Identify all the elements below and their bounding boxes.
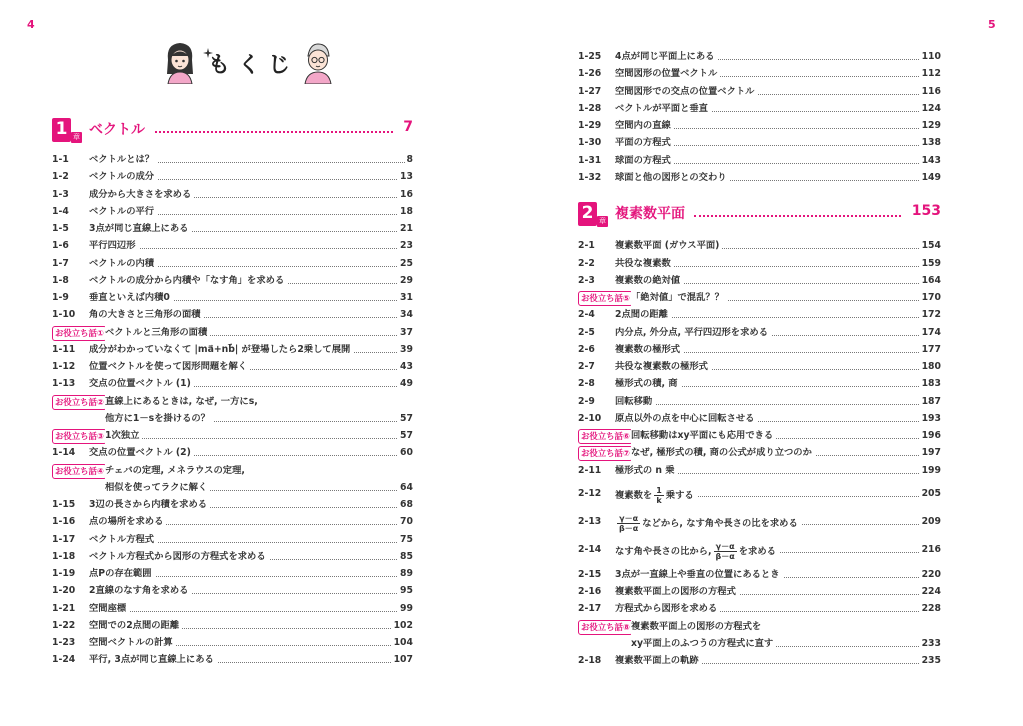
page-number-right: 5 (988, 18, 996, 31)
toc-entry-row[interactable] (578, 238, 941, 254)
entry-title: 回転移動はxy平面にも応用できる (631, 428, 776, 444)
toc-entry-row[interactable] (52, 618, 413, 634)
chapter-label: 章 (73, 133, 80, 141)
entry-page: 216 (920, 542, 941, 558)
toc-entry-row[interactable] (52, 204, 413, 220)
entry-number: 2-7 (578, 361, 595, 372)
entry-title: ベクトル方程式から図形の方程式を求める (89, 549, 269, 565)
entry-number: 1-21 (52, 602, 76, 614)
tip-badge: お役立ち話⑤ (578, 291, 633, 306)
tip-badge: お役立ち話⑥ (578, 429, 633, 444)
entry-page: 60 (398, 445, 413, 461)
entry-page: 89 (398, 566, 413, 582)
toc-entry-row[interactable] (578, 394, 941, 410)
toc-entry-row[interactable] (578, 135, 941, 151)
toc-entry-row[interactable] (52, 497, 413, 513)
entry-title: 角の大きさと三角形の面積 (89, 307, 204, 323)
toc-entry-row[interactable] (52, 445, 413, 461)
entry-title: 共役な複素数の極形式 (615, 359, 711, 375)
entry-number: 1-7 (52, 257, 69, 269)
page-title: もくじ (208, 53, 299, 78)
entry-page: 172 (920, 307, 941, 323)
toc-entry-row[interactable] (578, 101, 941, 117)
entry-page: 233 (920, 636, 941, 652)
tip-badge: お役立ち話① (52, 326, 107, 341)
entry-title-part: なす角や長さの比から, (615, 546, 712, 557)
entry-number: 1-22 (52, 619, 76, 631)
toc-tip-row[interactable] (52, 394, 413, 410)
entry-page: 149 (920, 170, 941, 186)
entry-title: 点Pの存在範囲 (89, 566, 155, 582)
entry-number: 1-28 (578, 102, 602, 114)
chapter-1-heading[interactable] (52, 116, 413, 144)
chapter-2-heading[interactable] (578, 200, 941, 228)
toc-tip-row[interactable] (52, 325, 413, 341)
toc-entry-row[interactable] (52, 583, 413, 599)
entry-page: 95 (398, 583, 413, 599)
toc-tip-row[interactable] (578, 619, 941, 635)
fraction-denominator: β－α (619, 524, 639, 533)
entry-page: 68 (398, 497, 413, 513)
toc-entry-row[interactable] (52, 238, 413, 254)
toc-title-block (160, 38, 340, 90)
fraction-numerator: γ－α (617, 514, 640, 524)
entry-number: 2-4 (578, 309, 595, 320)
entry-page: 49 (398, 376, 413, 392)
entry-number: 1-4 (52, 205, 69, 217)
entry-title: 複素数平面上の軌跡 (615, 653, 702, 669)
entry-number: 1-32 (578, 171, 602, 183)
entry-number: 2-16 (578, 586, 602, 597)
entry-title: 複素数平面上の図形の方程式を (631, 619, 764, 635)
entry-number: 1-5 (52, 223, 69, 234)
toc-entry-row[interactable] (578, 342, 941, 358)
toc-entry-row[interactable] (578, 653, 941, 669)
toc-entry-row[interactable] (52, 549, 413, 565)
entry-page: 209 (920, 514, 941, 530)
entry-page: 18 (398, 204, 413, 220)
entry-number: 1-12 (52, 361, 76, 372)
entry-page: 110 (920, 49, 941, 65)
entry-title: 空間ベクトルの計算 (89, 635, 176, 651)
entry-number: 1-8 (52, 274, 69, 286)
toc-tip-row[interactable] (578, 290, 941, 306)
boy-avatar-icon (300, 40, 336, 84)
entry-number: 2-1 (578, 240, 595, 251)
entry-number: 1-20 (52, 585, 76, 597)
toc-entry-row[interactable] (578, 49, 941, 65)
entry-title: 成分から大きさを求める (89, 187, 194, 203)
entry-page: 112 (920, 66, 941, 82)
entry-page: 23 (398, 238, 413, 254)
toc-tip-row[interactable] (578, 445, 941, 461)
tip-badge: お役立ち話② (52, 395, 107, 410)
entry-page: 116 (920, 84, 941, 100)
toc-entry-row[interactable] (578, 376, 941, 392)
entry-page: 104 (392, 635, 413, 651)
entry-title: 共役な複素数 (615, 256, 674, 272)
tip-badge: お役立ち話⑦ (578, 446, 633, 461)
entry-title: 内分点, 外分点, 平行四辺形を求める (615, 325, 771, 341)
entry-page: 57 (398, 428, 413, 444)
entry-page: 124 (920, 101, 941, 117)
entry-page: 64 (398, 480, 413, 496)
toc-entry-row[interactable] (52, 532, 413, 548)
entry-title: 球面の方程式 (615, 153, 674, 169)
entry-title: 2点間の距離 (615, 307, 671, 323)
entry-title: 複素数平面上の図形の方程式 (615, 584, 739, 600)
entry-number: 1-29 (578, 120, 602, 131)
entry-page: 196 (920, 428, 941, 444)
entry-title: 空間内の直線 (615, 118, 674, 134)
chapter-leader-dots (155, 131, 393, 133)
entry-number: 1-2 (52, 171, 69, 183)
leader-dots (89, 611, 413, 612)
entry-title (615, 486, 697, 505)
toc-entry-row[interactable] (578, 273, 941, 289)
entry-title: 平面の方程式 (615, 135, 674, 151)
entry-page: 183 (920, 376, 941, 392)
toc-entry-row[interactable] (52, 307, 413, 323)
toc-entry-row[interactable] (52, 221, 413, 237)
entry-title: 4点が同じ平面上にある (615, 49, 717, 65)
entry-number: 2-9 (578, 396, 595, 407)
entry-number: 1-9 (52, 292, 69, 303)
fraction-denominator: k (656, 496, 662, 505)
chapter-page: 153 (911, 203, 941, 219)
toc-entry-row[interactable] (578, 170, 941, 186)
toc-continuation-row[interactable] (52, 411, 413, 427)
entry-page: 39 (398, 342, 413, 358)
entry-title: ベクトルと三角形の面積 (105, 325, 210, 341)
entry-title: 3辺の長さから内積を求める (89, 497, 210, 513)
entry-number: 2-8 (578, 378, 595, 389)
fraction-denominator: β－α (715, 552, 735, 561)
leader-dots (105, 438, 413, 439)
entry-title: ベクトルが平面と垂直 (615, 101, 711, 117)
entry-title-part: を求める (738, 546, 776, 557)
entry-number: 2-6 (578, 344, 595, 355)
entry-title: ベクトルの成分 (89, 169, 157, 185)
entry-title: 成分がわかっていなくて |ma⃗+nb⃗| が登場したら2乗して展開 (89, 342, 353, 358)
entry-number: 2-5 (578, 327, 595, 338)
toc-entry-row[interactable] (578, 66, 941, 82)
chapter-leader-dots (694, 215, 901, 217)
girl-avatar-icon (162, 40, 198, 84)
entry-title: 点の場所を求める (89, 514, 166, 530)
chapter-number: 1 (52, 118, 71, 142)
entry-title: 複素数の極形式 (615, 342, 683, 358)
entry-number: 2-18 (578, 655, 602, 666)
entry-number: 1-25 (578, 51, 602, 62)
toc-entry-row[interactable] (52, 376, 413, 392)
fraction (654, 486, 664, 505)
entry-number: 1-10 (52, 309, 76, 321)
entry-number: 1-1 (52, 154, 69, 165)
entry-number: 1-14 (52, 447, 76, 459)
entry-page: 177 (920, 342, 941, 358)
entry-title: 垂直といえば内積0 (89, 290, 173, 306)
entry-number: 2-3 (578, 275, 595, 286)
entry-title: なぜ, 極形式の積, 商の公式が成り立つのか (631, 445, 815, 461)
toc-entry-row[interactable] (52, 187, 413, 203)
entry-title: ベクトルの内積 (89, 256, 157, 272)
entry-page: 57 (398, 411, 413, 427)
toc-entry-row[interactable] (578, 411, 941, 427)
toc-entry-row[interactable] (52, 342, 413, 358)
entry-page: 197 (920, 445, 941, 461)
entry-title (615, 514, 801, 533)
entry-page: 85 (398, 549, 413, 565)
entry-number: 1-17 (52, 533, 76, 545)
toc-entry-row[interactable] (52, 152, 413, 168)
entry-number: 2-12 (578, 488, 602, 499)
entry-title: ベクトルの成分から内積や「なす角」を求める (89, 273, 287, 289)
entry-number: 2-11 (578, 465, 602, 476)
entry-number: 1-31 (578, 154, 602, 166)
toc-entry-row[interactable] (578, 84, 941, 100)
toc-entry-row[interactable] (52, 273, 413, 289)
entry-page: 187 (920, 394, 941, 410)
entry-page: 29 (398, 273, 413, 289)
entry-number: 1-16 (52, 516, 76, 528)
leader-dots (615, 404, 941, 405)
toc-entry-row[interactable] (578, 307, 941, 323)
entry-page: 199 (920, 463, 941, 479)
toc-entry-row[interactable] (578, 256, 941, 272)
entry-title-part: などから, なす角や長さの比を求める (642, 518, 798, 529)
entry-page: 43 (398, 359, 413, 375)
toc-entry-row[interactable] (578, 463, 941, 479)
entry-number: 1-13 (52, 378, 76, 390)
entry-page: 180 (920, 359, 941, 375)
toc-continuation-row[interactable] (52, 480, 413, 496)
toc-entry-row[interactable] (578, 482, 941, 506)
tip-badge: お役立ち話③ (52, 429, 107, 444)
entry-title: 空間図形での交点の位置ベクトル (615, 84, 757, 100)
entry-title: 3点が一直線上や垂直の位置にあるとき (615, 567, 783, 583)
entry-page: 107 (392, 652, 413, 668)
toc-entry-row[interactable] (578, 584, 941, 600)
entry-number: 1-15 (52, 499, 76, 510)
entry-title: 「絶対値」で混乱？？ (631, 290, 727, 306)
entry-page: 75 (398, 532, 413, 548)
toc-entry-row[interactable] (578, 153, 941, 169)
toc-tip-row[interactable] (52, 463, 413, 479)
entry-page: 220 (920, 567, 941, 583)
entry-title: 相似を使ってラクに解く (105, 480, 210, 496)
entry-page: 99 (398, 601, 413, 617)
entry-title-part: 乗する (665, 490, 694, 501)
entry-title: 直線上にあるときは, なぜ, 一方にs, (105, 394, 261, 410)
toc-entry-row[interactable] (52, 290, 413, 306)
entry-page: 154 (920, 238, 941, 254)
entry-title: 原点以外の点を中心に回転させる (615, 411, 757, 427)
entry-title: 極形式の積, 商 (615, 376, 681, 392)
toc-entry-row[interactable] (578, 601, 941, 617)
toc-entry-row[interactable] (52, 256, 413, 272)
toc-entry-row[interactable] (52, 652, 413, 668)
entry-number: 1-11 (52, 343, 76, 355)
chapter-label: 章 (599, 217, 606, 225)
entry-title: チェバの定理, メネラウスの定理, (105, 463, 248, 479)
entry-title: ベクトル方程式 (89, 532, 157, 548)
entry-title: 複素数平面 (ガウス平面) (615, 238, 722, 254)
entry-title (615, 542, 779, 561)
toc-entry-row[interactable] (52, 514, 413, 530)
fraction-numerator: 1 (656, 486, 662, 495)
entry-page: 193 (920, 411, 941, 427)
entry-title: 平行, 3点が同じ直線上にある (89, 652, 217, 668)
entry-page: 70 (398, 514, 413, 530)
chapter-number: 2 (578, 202, 597, 226)
entry-page: 138 (920, 135, 941, 151)
toc-tip-row[interactable] (578, 428, 941, 444)
entry-title: 極形式の n 乗 (615, 463, 678, 479)
entry-title: 回転移動 (615, 394, 655, 410)
toc-entry-row[interactable] (578, 538, 941, 562)
entry-page: 170 (920, 290, 941, 306)
entry-page: 164 (920, 273, 941, 289)
entry-title: ベクトルの平行 (89, 204, 157, 220)
entry-page: 159 (920, 256, 941, 272)
tip-badge: お役立ち話⑧ (578, 620, 633, 635)
entry-title: 3点が同じ直線上にある (89, 221, 191, 237)
entry-number: 1-18 (52, 550, 76, 562)
entry-title: 空間での2点間の距離 (89, 618, 182, 634)
entry-number: 2-15 (578, 569, 602, 580)
toc-entry-row[interactable] (578, 510, 941, 534)
entry-title: 2直線のなす角を求める (89, 583, 191, 599)
entry-page: 34 (398, 307, 413, 323)
entry-page: 16 (398, 187, 413, 203)
entry-number: 1-27 (578, 85, 602, 97)
entry-number: 1-23 (52, 637, 76, 648)
entry-page: 8 (405, 152, 413, 168)
fraction (617, 514, 640, 533)
entry-title: 球面と他の図形との交わり (615, 170, 730, 186)
entry-title: 平行四辺形 (89, 238, 139, 254)
entry-page: 205 (920, 486, 941, 502)
entry-number: 1-19 (52, 568, 76, 579)
entry-title: 他方に1－sを掛けるの？ (105, 411, 213, 427)
entry-number: 2-2 (578, 258, 595, 269)
entry-title: xy平面上のふつうの方程式に直す (631, 636, 776, 652)
entry-title: 空間座標 (89, 601, 129, 617)
chapter-title: 複素数平面 (615, 206, 685, 222)
entry-title: 方程式から図形を求める (615, 601, 720, 617)
entry-title: 交点の位置ベクトル (2) (89, 445, 194, 461)
toc-entry-row[interactable] (52, 359, 413, 375)
entry-title-part: 複素数を (615, 490, 653, 501)
entry-number: 2-17 (578, 603, 602, 614)
entry-title: ベクトルとは？ (89, 152, 157, 168)
toc-entry-row[interactable] (52, 169, 413, 185)
entry-number: 2-14 (578, 544, 602, 555)
chapter-page: 7 (403, 119, 413, 135)
entry-page: 21 (398, 221, 413, 237)
entry-page: 143 (920, 153, 941, 169)
toc-entry-row[interactable] (52, 601, 413, 617)
entry-number: 1-30 (578, 137, 602, 149)
entry-page: 102 (392, 618, 413, 634)
entry-title: 複素数の絶対値 (615, 273, 683, 289)
entry-page: 224 (920, 584, 941, 600)
entry-title: 1次独立 (105, 428, 142, 444)
entry-page: 235 (920, 653, 941, 669)
entry-page: 25 (398, 256, 413, 272)
tip-badge: お役立ち話④ (52, 464, 107, 479)
toc-tip-row[interactable] (52, 428, 413, 444)
entry-title: 交点の位置ベクトル (1) (89, 376, 194, 392)
entry-number: 2-10 (578, 413, 602, 424)
toc-entry-row[interactable] (578, 325, 941, 341)
toc-entry-row[interactable] (578, 118, 941, 134)
entry-number: 2-13 (578, 516, 602, 527)
fraction-numerator: γ－α (714, 542, 737, 552)
toc-entry-row[interactable] (578, 359, 941, 375)
entry-number: 1-3 (52, 188, 69, 200)
toc-continuation-row[interactable] (578, 636, 941, 652)
entry-number: 1-26 (578, 68, 602, 80)
entry-page: 13 (398, 169, 413, 185)
entry-page: 31 (398, 290, 413, 306)
entry-title: 位置ベクトルを使って図形問題を解く (89, 359, 250, 375)
entry-number: 1-6 (52, 240, 69, 252)
toc-entry-row[interactable] (52, 635, 413, 651)
chapter-title: ベクトル (89, 122, 145, 138)
entry-number: 1-24 (52, 654, 76, 666)
entry-page: 129 (920, 118, 941, 134)
entry-page: 37 (398, 325, 413, 341)
toc-entry-row[interactable] (578, 567, 941, 583)
entry-title: 空間図形の位置ベクトル (615, 66, 720, 82)
toc-entry-row[interactable] (52, 566, 413, 582)
fraction (714, 542, 737, 561)
page-number-left: 4 (27, 18, 35, 31)
entry-page: 228 (920, 601, 941, 617)
entry-page: 174 (920, 325, 941, 341)
